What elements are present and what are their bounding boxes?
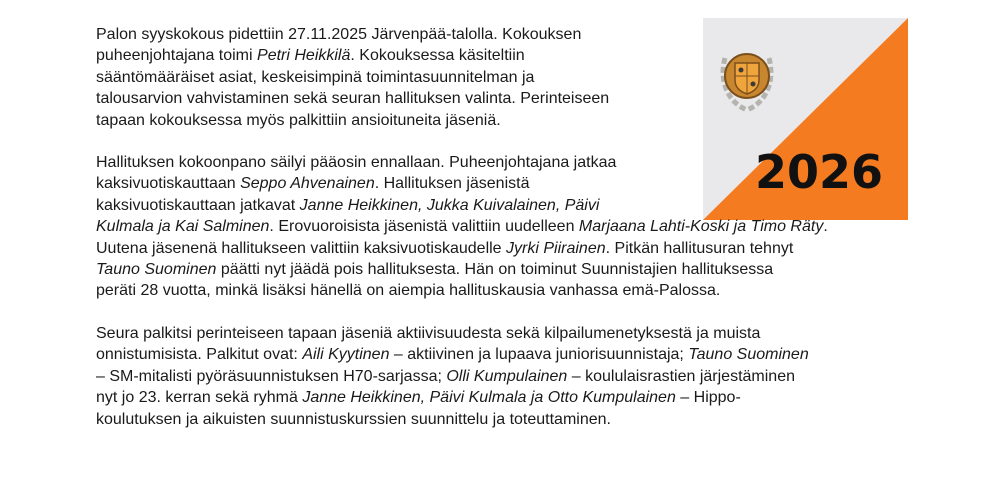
text-run: – koululaisrastien järjestäminen [567, 367, 795, 385]
text-run: Hallituksen kokoonpano säilyi pääosin ennallaan. Puheenjohtajana jatkaa [96, 154, 617, 172]
text-run: . Pitkän hallitusuran tehnyt [605, 239, 794, 257]
person-name: Petri Heikkilä [257, 47, 351, 65]
text-run: onnistumisista. Palkitut ovat: [96, 346, 303, 364]
person-name: Janne Heikkinen, Päivi Kulmala ja Otto Kumpulainen [302, 389, 676, 407]
text-run: tapaan kokouksessa myös palkittiin ansioituneita jäseniä. [96, 111, 501, 129]
text-run: . Erovuoroisista jäsenistä valittiin uudelleen [269, 218, 579, 236]
text-run: Palon syyskokous pidettiin 27.11.2025 Järvenpää-talolla. Kokouksen [96, 26, 582, 43]
text-run: nyt jo 23. kerran sekä ryhmä [96, 389, 303, 407]
text-run: . [823, 218, 828, 236]
person-name: Tauno Suominen [96, 261, 217, 279]
text-run: – SM-mitalisti pyöräsuunnistuksen H70-sarjassa; [96, 367, 447, 385]
person-name: Marjaana Lahti-Koski ja Timo Räty [578, 218, 824, 236]
text-line [96, 323, 916, 344]
text-run: – Hippo- [675, 389, 741, 407]
badge-text-spacer [706, 24, 916, 224]
text-line [96, 238, 916, 259]
text-line [96, 216, 916, 237]
text-run: – aktiivinen ja lupaava juniorisuunnistaja; [389, 346, 689, 364]
text-run: Uutena jäsenenä hallitukseen valittiin kaksivuotiskaudelle [96, 239, 507, 257]
text-run: . Hallituksen jäsenistä [374, 175, 530, 193]
paragraph-awards [96, 323, 916, 430]
article-body [96, 24, 916, 451]
text-run: Seura palkitsi perinteiseen tapaan jäseniä aktiivisuudesta sekä kilpailumenetyksestä ja muista [96, 324, 761, 342]
person-name: Tauno Suominen [688, 346, 809, 364]
person-name: Seppo Ahvenainen [240, 175, 375, 193]
text-run: puheenjohtajana toimi [96, 47, 258, 65]
text-run: kaksivuotiskauttaan jatkavat [96, 196, 300, 214]
text-run: . Kokouksessa käsiteltiin [350, 47, 525, 65]
text-line [96, 344, 916, 365]
text-line [96, 280, 916, 301]
person-name: Kulmala ja Kai Salminen [96, 218, 270, 236]
person-name: Aili Kyytinen [302, 346, 390, 364]
text-run: sääntömääräiset asiat, keskeisimpinä toimintasuunnitelman ja [96, 68, 535, 86]
text-run: koulutuksen ja aikuisten suunnistuskurssien suunnittelu ja toteuttaminen. [96, 410, 611, 428]
text-run: kaksivuotiskauttaan [96, 175, 241, 193]
badge-year: 2026 [754, 145, 884, 199]
text-line [96, 387, 916, 408]
text-run: päätti nyt jäädä pois hallituksesta. Hän on toiminut Suunnistajien hallituksessa [216, 261, 774, 279]
text-line [96, 409, 916, 430]
text-run: peräti 28 vuotta, minkä lisäksi hänellä on aiempia hallituskausia vanhassa emä-Palossa. [96, 282, 721, 300]
person-name: Janne Heikkinen, Jukka Kuivalainen, Päivi [299, 196, 600, 214]
person-name: Olli Kumpulainen [446, 367, 568, 385]
text-line [96, 366, 916, 387]
person-name: Jyrki Piirainen [506, 239, 606, 257]
text-run: talousarvion vahvistaminen sekä seuran hallituksen valinta. Perinteiseen [96, 90, 610, 108]
text-line [96, 259, 916, 280]
